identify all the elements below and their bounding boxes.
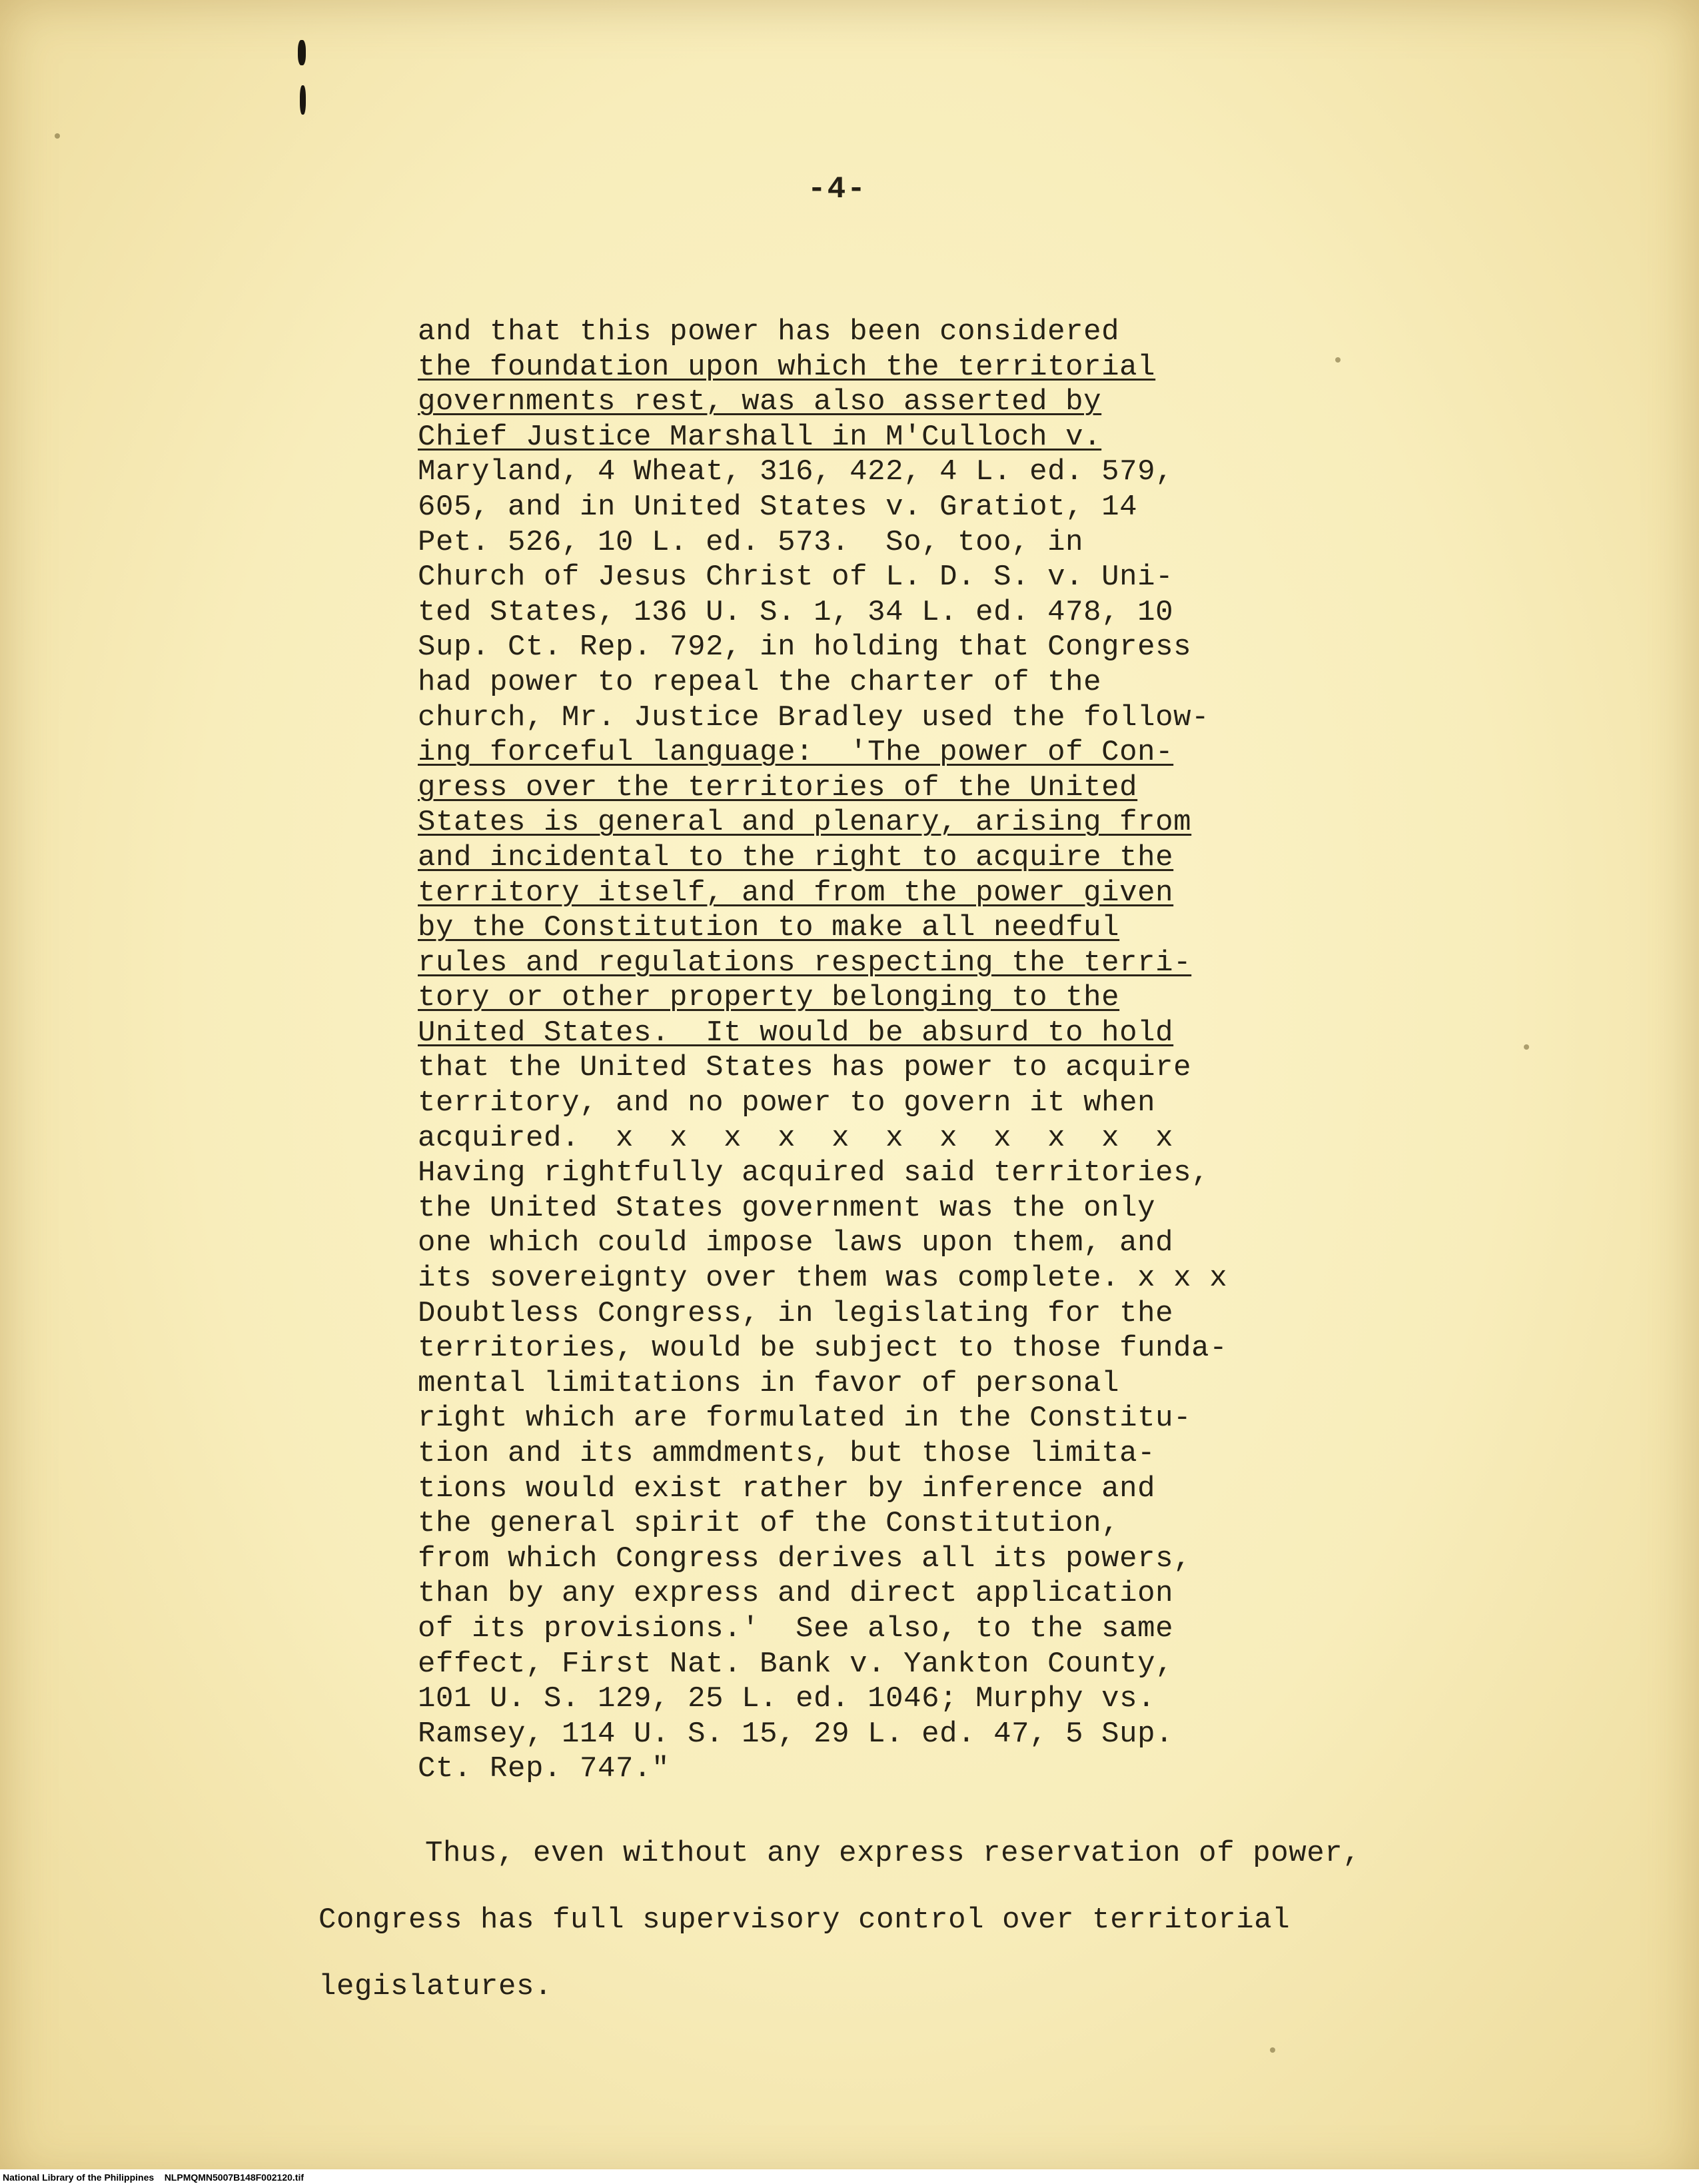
quote-line-text: territory itself, and from the power given xyxy=(418,876,1174,910)
quote-line-text: the general spirit of the Constitution, xyxy=(418,1507,1120,1541)
quote-line xyxy=(418,980,1384,1016)
quote-line xyxy=(418,595,1384,630)
quote-line-text: Ct. Rep. 747." xyxy=(418,1752,670,1786)
quote-line xyxy=(418,1436,1384,1472)
quote-line xyxy=(418,665,1384,700)
quote-line xyxy=(418,1472,1384,1507)
quote-line-text: rules and regulations respecting the terri- xyxy=(418,946,1192,980)
quote-line-text: acquired. x x x x x x x x x x x xyxy=(418,1121,1174,1155)
quote-line xyxy=(418,1542,1384,1577)
quote-line-text: and that this power has been considered xyxy=(418,315,1120,349)
quote-line xyxy=(418,1121,1384,1156)
quote-line xyxy=(418,946,1384,981)
quote-line-text: Doubtless Congress, in legislating for the xyxy=(418,1296,1174,1330)
quote-line xyxy=(418,1086,1384,1121)
quote-line-text: of its provisions.' See also, to the same xyxy=(418,1612,1174,1645)
quote-line xyxy=(418,1050,1384,1086)
quote-line-text: and incidental to the right to acquire the xyxy=(418,840,1174,874)
quote-line-text: gress over the territories of the United xyxy=(418,770,1138,804)
quote-line-text: Pet. 526, 10 L. ed. 573. So, too, in xyxy=(418,525,1084,559)
quote-line xyxy=(418,1226,1384,1261)
quote-line xyxy=(418,525,1384,560)
punch-hole-mark-upper xyxy=(298,40,306,65)
quote-line-text: United States. It would be absurd to hold xyxy=(418,1016,1174,1050)
quote-line-text: tion and its ammdments, but those limita- xyxy=(418,1437,1156,1470)
quoted-passage xyxy=(418,315,1384,1787)
archive-footer-strip xyxy=(0,2169,1699,2184)
quote-line xyxy=(418,315,1384,350)
paper-speck xyxy=(1524,1044,1529,1050)
quote-line-text: Sup. Ct. Rep. 792, in holding that Congress xyxy=(418,630,1192,664)
quote-line-text: mental limitations in favor of personal xyxy=(418,1366,1120,1400)
quote-line xyxy=(418,490,1384,525)
quote-line xyxy=(418,455,1384,490)
paper-speck xyxy=(55,133,60,139)
quote-line-text: States is general and plenary, arising from xyxy=(418,806,1192,840)
quote-line xyxy=(418,630,1384,665)
quote-line-text: the United States government was the only xyxy=(418,1191,1156,1225)
quote-line-text: Having rightfully acquired said territories, xyxy=(418,1156,1210,1190)
quote-line xyxy=(418,876,1384,911)
quote-line-text: ted States, 136 U. S. 1, 34 L. ed. 478, 10 xyxy=(418,595,1174,629)
quote-line xyxy=(418,1612,1384,1647)
closing-line: Congress has full supervisory control over territorial xyxy=(318,1903,1291,1937)
quote-line-text: Ramsey, 114 U. S. 15, 29 L. ed. 47, 5 Sup. xyxy=(418,1717,1174,1751)
quote-line xyxy=(418,420,1384,455)
quote-line xyxy=(418,1506,1384,1542)
quote-line-text: Maryland, 4 Wheat, 316, 422, 4 L. ed. 579, xyxy=(418,455,1174,489)
quote-line xyxy=(418,1331,1384,1366)
quote-line xyxy=(418,840,1384,876)
quote-line xyxy=(418,1401,1384,1436)
archive-caption: National Library of the Philippines NLPMQMN5007B148F002120.tif xyxy=(3,2172,304,2183)
quote-line-text: from which Congress derives all its powers, xyxy=(418,1542,1192,1576)
quote-line xyxy=(418,910,1384,946)
quote-line-text: 605, and in United States v. Gratiot, 14 xyxy=(418,490,1138,524)
quote-line-text: church, Mr. Justice Bradley used the follow- xyxy=(418,700,1210,734)
quote-line-text: territories, would be subject to those funda- xyxy=(418,1332,1228,1366)
quote-line xyxy=(418,735,1384,770)
quote-line xyxy=(418,1191,1384,1226)
quote-line-text: ing forceful language: 'The power of Con- xyxy=(418,736,1174,770)
quote-line-text: territory, and no power to govern it when xyxy=(418,1086,1156,1120)
quote-line-text: that the United States has power to acquire xyxy=(418,1051,1192,1085)
page-number: -4- xyxy=(808,172,867,207)
quote-line xyxy=(418,1751,1384,1787)
quote-line-text: right which are formulated in the Constitu- xyxy=(418,1402,1192,1436)
quote-line-text: had power to repeal the charter of the xyxy=(418,665,1102,699)
quote-line xyxy=(418,350,1384,385)
quote-line xyxy=(418,1681,1384,1717)
quote-line xyxy=(418,1647,1384,1682)
quote-line-text: tions would exist rather by inference and xyxy=(418,1472,1156,1506)
quote-line xyxy=(418,1717,1384,1752)
quote-line xyxy=(418,1366,1384,1402)
quote-line-text: governments rest, was also asserted by xyxy=(418,385,1102,419)
quote-line xyxy=(418,1261,1384,1296)
quote-line xyxy=(418,700,1384,736)
quote-line-text: by the Constitution to make all needful xyxy=(418,911,1120,945)
punch-hole-mark-lower xyxy=(300,85,306,115)
closing-paragraph xyxy=(318,1820,1518,2020)
quote-line-text: tory or other property belonging to the xyxy=(418,981,1120,1015)
quote-line xyxy=(418,560,1384,595)
quote-line xyxy=(418,770,1384,806)
closing-line: legislatures. xyxy=(318,1970,553,2003)
quote-line-text: Church of Jesus Christ of L. D. S. v. Uni- xyxy=(418,560,1174,594)
quote-line-text: one which could impose laws upon them, and xyxy=(418,1226,1174,1260)
quote-line xyxy=(418,385,1384,420)
quote-line xyxy=(418,1296,1384,1332)
quote-line xyxy=(418,1576,1384,1612)
paper-speck xyxy=(1270,2047,1275,2053)
quote-line-text: 101 U. S. 129, 25 L. ed. 1046; Murphy vs. xyxy=(418,1682,1156,1716)
quote-line-text: Chief Justice Marshall in M'Culloch v. xyxy=(418,420,1102,454)
quote-line xyxy=(418,805,1384,840)
quote-line-text: its sovereignty over them was complete. x x x xyxy=(418,1262,1228,1296)
quote-line xyxy=(418,1016,1384,1051)
quote-line xyxy=(418,1156,1384,1191)
quote-line-text: than by any express and direct application xyxy=(418,1577,1174,1611)
closing-line: Thus, even without any express reservation of power, xyxy=(425,1837,1361,1870)
quote-line-text: effect, First Nat. Bank v. Yankton County, xyxy=(418,1647,1174,1681)
quote-line-text: the foundation upon which the territorial xyxy=(418,350,1156,384)
